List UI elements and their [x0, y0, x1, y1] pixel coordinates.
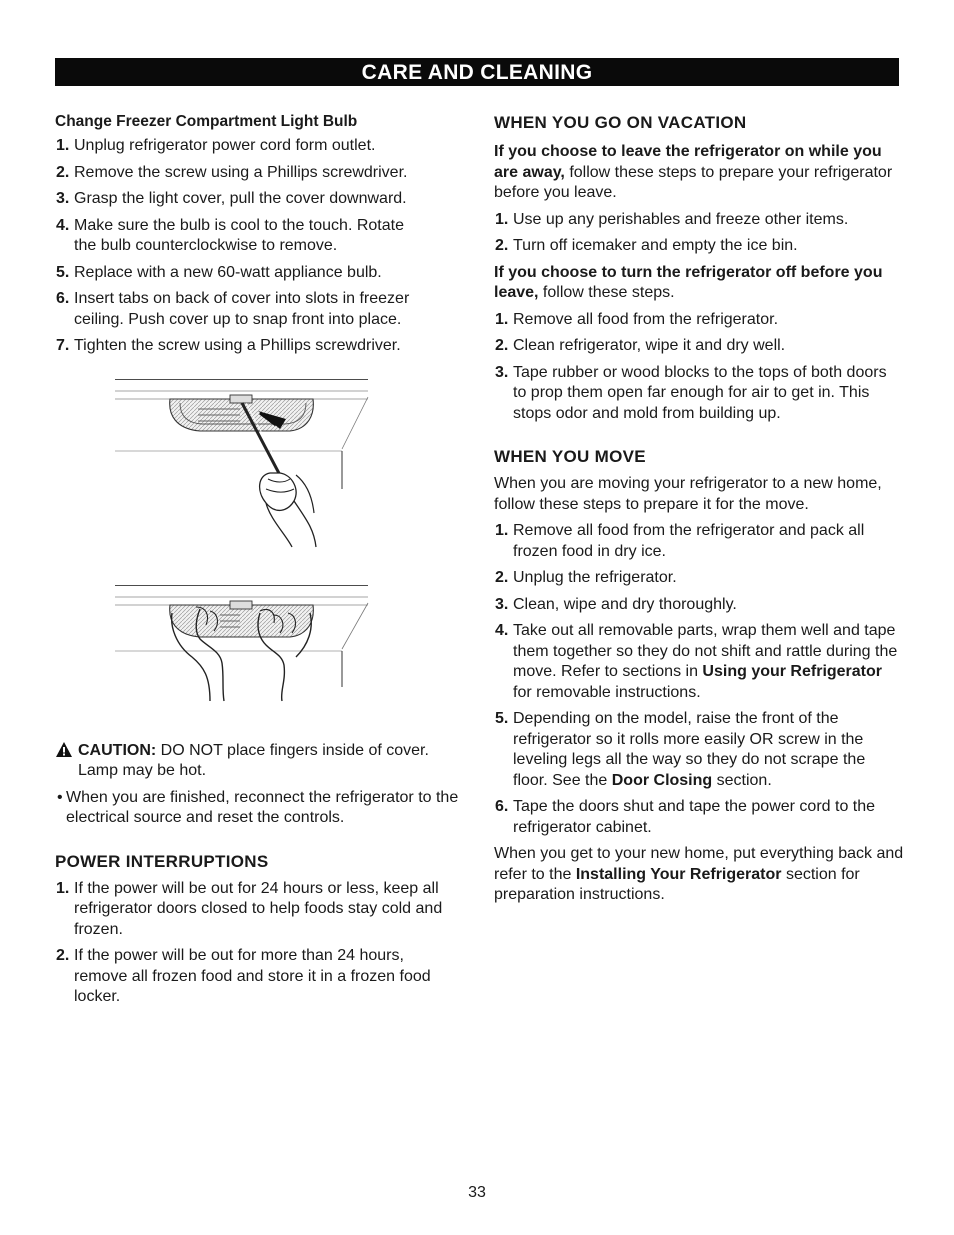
vacation-steps-off	[494, 310, 904, 425]
list-item: 1. Remove all food from the refrigerator.	[495, 310, 779, 328]
list-item: 5. Depending on the model, raise the front of the refrigerator so it rolls more easily OR screw in the leveling legs all the way so they do not scrape the floor. See the Door Closing section.	[495, 710, 866, 789]
list-item: 2. If the power will be out for more than 24 hours, remove all frozen food and store it in a frozen food locker.	[56, 947, 431, 1005]
list-item: 7. Tighten the screw using a Phillips screwdriver.	[56, 337, 401, 354]
vacation-intro-off: If you choose to turn the refrigerator off before you leave, follow these steps.	[494, 263, 883, 301]
list-item: 6. Tape the doors shut and tape the power cord to the refrigerator cabinet.	[495, 798, 876, 836]
list-item: 2. Turn off icemaker and empty the ice bin.	[495, 237, 798, 254]
hands-illustration	[110, 585, 430, 715]
bulb-steps	[55, 136, 465, 357]
screwdriver-illustration	[110, 379, 430, 551]
list-item: 2. Clean refrigerator, wipe it and dry well.	[495, 337, 786, 354]
list-item: 3. Tape rubber or wood blocks to the tops of both doors to prop them open far enough for air to get in. This stops odor and mold from building up.	[495, 363, 887, 422]
power-heading: POWER INTERRUPTIONS	[55, 851, 269, 871]
vacation-heading: WHEN YOU GO ON VACATION	[494, 113, 747, 132]
move-steps	[494, 521, 904, 838]
list-item: 2. Unplug the refrigerator.	[495, 569, 677, 586]
finish-note: • When you are finished, reconnect the refrigerator to the electrical source and reset the controls.	[57, 788, 459, 826]
power-steps	[55, 879, 455, 1008]
list-item: 2. Remove the screw using a Phillips screwdriver.	[56, 163, 408, 181]
page-number: 33	[468, 1184, 486, 1201]
list-item: 4. Make sure the bulb is cool to the touch. Rotate the bulb counterclockwise to remove.	[56, 216, 404, 254]
caution-note	[55, 741, 465, 782]
move-outro: When you get to your new home, put everything back and refer to the Installing Your Refrigerator section for preparation instructions.	[494, 845, 904, 903]
list-item: 3. Grasp the light cover, pull the cover downward.	[56, 190, 407, 207]
list-item: 6. Insert tabs on back of cover into slots in freezer ceiling. Push cover up to snap front into place.	[56, 290, 410, 328]
bulb-heading: Change Freezer Compartment Light Bulb	[55, 113, 358, 130]
list-item: 1. Remove all food from the refrigerator and pack all frozen food in dry ice.	[495, 522, 865, 560]
right-column	[494, 112, 904, 912]
hands-drawing	[110, 585, 430, 715]
list-item: 1. Unplug refrigerator power cord form outlet.	[56, 137, 376, 154]
screwdriver-drawing	[110, 379, 430, 551]
vacation-steps-on	[494, 210, 904, 257]
list-item: 5. Replace with a new 60-watt appliance bulb.	[56, 263, 382, 281]
warning-triangle-icon	[55, 741, 73, 765]
vacation-intro-on: If you choose to leave the refrigerator on while you are away, follow these steps to prepare your refrigerator before you leave.	[494, 143, 893, 201]
list-item: 4. Take out all removable parts, wrap them well and tape them together so they do not shift and rattle during the move. Refer to sections in Using your Refrigerator for removable instructions.	[495, 622, 898, 701]
list-item: 1. Use up any perishables and freeze other items.	[495, 210, 849, 228]
left-column	[55, 112, 465, 1014]
section-banner: CARE AND CLEANING	[55, 58, 899, 86]
list-item: 3. Clean, wipe and dry thoroughly.	[495, 595, 737, 613]
move-intro: When you are moving your refrigerator to a new home, follow these steps to prepare it for the move.	[494, 475, 882, 513]
caution-label: CAUTION:	[78, 741, 157, 759]
caution-text: DO NOT place fingers inside of cover. Lamp may be hot.	[78, 741, 429, 779]
list-item: 1. If the power will be out for 24 hours or less, keep all refrigerator doors closed to help foods stay cold and frozen.	[56, 879, 443, 938]
move-heading: WHEN YOU MOVE	[494, 447, 646, 466]
